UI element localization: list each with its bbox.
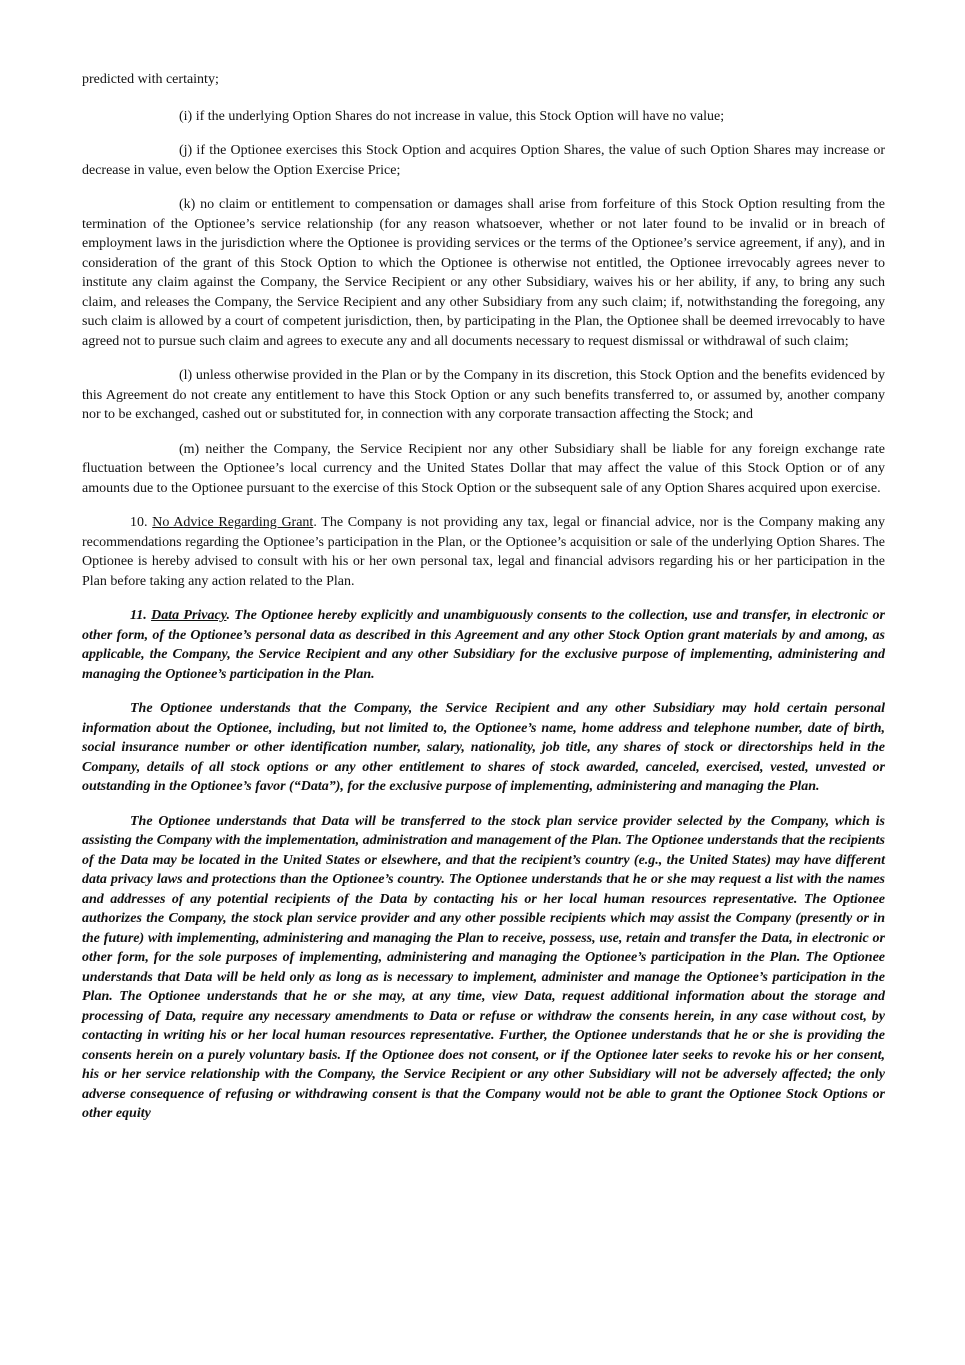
clause-k: (k) no claim or entitlement to compensation or damages shall arise from forfeiture of this Stock Option resulting from the termination of the Optionee’s service relationship (for any reason whatsoever, whether or not later found to be invalid or in breach of employment laws in the jurisdiction where the Optionee is providing services or the terms of the Optionee’s service agreement, if any), and in consideration of the grant of this Stock Option to which the Optionee is otherwise not entitled, the Optionee irrevocably agrees never to institute any claim against the Company, the Service Recipient or any other Subsidiary, waives his or her ability, if any, to bring any such claim, and releases the Company, the Service Recipient and any other Subsidiary from any such claim; if, notwithstanding the foregoing, any such claim is allowed by a court of competent jurisdiction, then, by participating in the Plan, the Optionee shall be deemed irrevocably to have agreed not to pursue such claim and agrees to execute any and all documents necessary to request dismissal or withdrawal of such claim; (82, 197, 885, 349)
section-10-number: 10. (130, 515, 153, 530)
intro-fragment: predicted with certainty; (82, 72, 219, 87)
clause-m: (m) neither the Company, the Service Recipient nor any other Subsidiary shall be liable for any foreign exchange rate fluctuation between the Optionee’s local currency and the United States Dollar that may affect the value of this Stock Option or of any amounts due to the Optionee pursuant to the exercise of this Stock Option or the subsequent sale of any Option Shares acquired upon exercise. (82, 441, 885, 496)
section-11-paragraph-3: The Optionee understands that Data will be transferred to the stock plan service provider selected by the Company, which is assisting the Company with the implementation, administration and management of the Plan. The Optionee understands that the recipients of the Data may be located in the United States or elsewhere, and that the recipient’s country (e.g., the United States) may have different data privacy laws and protections than the Optionee’s country. The Optionee understands that he or she may request a list with the names and addresses of any potential recipients of the Data by contacting his or her local human resources representative. The Optionee authorizes the Company, the stock plan service provider and any other possible recipients which may assist the Company (presently or in the future) with implementing, administering and managing the Plan to receive, possess, use, retain and transfer the Data, in electronic or other form, for the sole purposes of implementing, administering and managing the Optionee’s participation in the Plan. The Optionee understands that Data will be held only as long as is necessary to implement, administer and manage the Optionee’s participation in the Plan. The Optionee understands that he or she may, at any time, view Data, request additional information about the storage and processing of Data, require any necessary amendments to Data or refuse or withdraw the consents herein, in any case without cost, by contacting in writing his or her local human resources representative. Further, the Optionee understands that he or she is providing the consents herein on a purely voluntary basis. If the Optionee does not consent, or if the Optionee later seeks to revoke his or her consent, his or her service relationship with the Company, the Service Recipient or any other Subsidiary will not be adversely affected; the only adverse consequence of refusing or withdrawing consent is that the Company would not be able to grant the Optionee Stock Options or other equity (82, 813, 885, 1121)
section-11-paragraph-2: The Optionee understands that the Company, the Service Recipient and any other Subsidiary may hold certain personal information about the Optionee, including, but not limited to, the Optionee’s name, home address and telephone number, date of birth, social insurance number or other identification number, salary, nationality, job title, any shares of stock or directorships held in the Company, details of all stock options or any other entitlement to shares of stock awarded, canceled, exercised, vested, unvested or outstanding in the Optionee’s favor (“Data”), for the exclusive purpose of implementing, administering and managing the Plan. (82, 701, 885, 794)
section-11 (82, 606, 885, 684)
document-page (82, 70, 885, 1139)
section-10-body: . The Company is not providing any tax, legal or financial advice, nor is the Company making any recommendations regarding the Optionee’s participation in the Plan, or the Optionee’s acquisition or sale of the underlying Option Shares. The Optionee is hereby advised to consult with his or her own personal tax, legal and financial advisors regarding his or her participation in the Plan before taking any action related to the Plan. (82, 515, 885, 589)
section-11-body: . The Optionee hereby explicitly and unambiguously consents to the collection, use and transfer, in electronic or other form, of the Optionee’s personal data as described in this Agreement and any other Stock Option grant materials by and among, as applicable, the Company, the Service Recipient and any other Subsidiary for the exclusive purpose of implementing, administering and managing the Optionee’s participation in the Plan. (82, 608, 886, 682)
section-11-number: 11. (130, 608, 152, 623)
section-10-heading: No Advice Regarding Grant (152, 515, 314, 530)
clause-j: (j) if the Optionee exercises this Stock Option and acquires Option Shares, the value of such Option Shares may increase or decrease in value, even below the Option Exercise Price; (82, 143, 885, 178)
section-11-heading: Data Privacy (151, 608, 227, 623)
clause-l: (l) unless otherwise provided in the Plan or by the Company in its discretion, this Stock Option and the benefits evidenced by this Agreement do not create any entitlement to have this Stock Option or any such benefits transferred to, or assumed by, another company nor to be exchanged, cashed out or substituted for, in connection with any corporate transaction affecting the Stock; and (82, 368, 885, 422)
section-10 (82, 513, 885, 591)
clause-i: (i) if the underlying Option Shares do not increase in value, this Stock Option will have no value; (179, 108, 725, 124)
